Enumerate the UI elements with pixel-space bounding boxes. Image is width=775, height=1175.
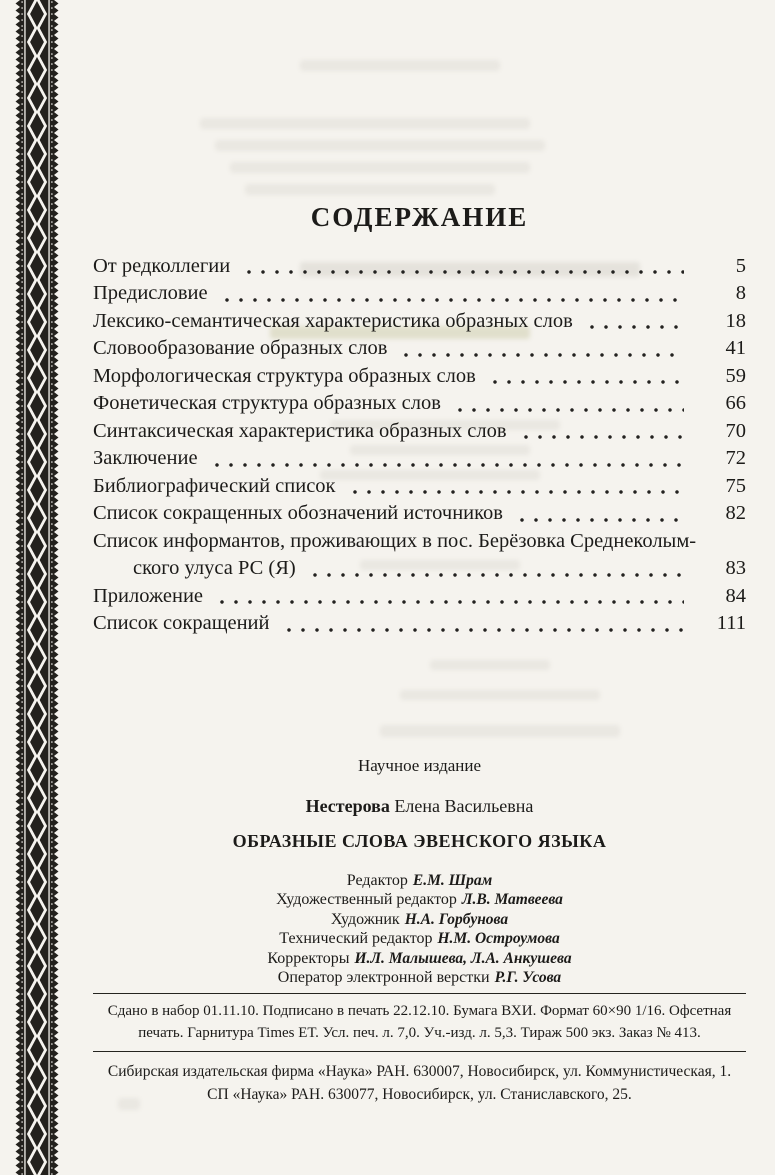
toc-page-number: 66: [725, 392, 746, 415]
dot-leader: [242, 269, 684, 275]
credit-name: Р.Г. Усова: [494, 969, 562, 987]
publisher-line: Сибирская издательская фирма «Наука» РАН. 630007, Новосибирск, ул. Коммунистическая, 1.: [107, 1062, 732, 1080]
credit-line: [93, 929, 746, 949]
toc-page-number: 59: [725, 364, 746, 387]
toc-entry-title: Словообразование образных слов: [93, 337, 388, 360]
credit-name: И.Л. Малышева, Л.А. Анкушева: [354, 949, 572, 967]
toc-row: [93, 363, 746, 391]
credit-role: Технический редактор: [279, 930, 433, 948]
toc-page-number: 75: [725, 474, 746, 497]
imprint-line: Сдано в набор 01.11.10. Подписано в печать 22.12.10. Бумага ВХИ. Формат 60×90 1/16. Офсетная: [107, 1002, 732, 1019]
dot-leader: [585, 324, 684, 330]
credit-role: Редактор: [346, 871, 408, 889]
credit-name: Н.А. Горбунова: [404, 910, 509, 928]
toc-page-number: 72: [725, 447, 746, 470]
dot-leader: [215, 599, 684, 605]
imprint-block: [93, 994, 746, 1051]
toc-page-number: 83: [725, 557, 746, 580]
book-title: ОБРАЗНЫЕ СЛОВА ЭВЕНСКОГО ЯЗЫКА: [232, 830, 607, 851]
imprint-line: печать. Гарнитура Times ЕТ. Усл. печ. л. 7,0. Уч.-изд. л. 5,3. Тираж 500 экз. Заказ № 413.: [138, 1024, 701, 1041]
toc-row: [93, 583, 746, 611]
credit-name: Н.М. Остроумова: [437, 930, 560, 948]
author-surname: Нестерова: [305, 795, 390, 816]
toc-page-number: 84: [725, 584, 746, 607]
toc-entry-title: Лексико-семантическая характеристика образных слов: [93, 309, 573, 332]
dot-leader: [210, 462, 684, 468]
toc-row: [93, 280, 746, 308]
credit-line: [93, 949, 746, 969]
credit-line: [93, 910, 746, 930]
page-content: [93, 0, 746, 1106]
toc-entry-title: Заключение: [93, 447, 198, 470]
page-title: СОДЕРЖАНИЕ: [310, 202, 529, 232]
toc-row: [93, 335, 746, 363]
toc-page-number: 82: [725, 502, 746, 525]
author-name: [93, 796, 746, 817]
credit-role: Художник: [330, 910, 400, 928]
toc-entry-title: Фонетическая структура образных слов: [93, 392, 441, 415]
credit-name: Л.В. Матвеева: [461, 891, 563, 909]
toc-entry-title: Список сокращений: [93, 612, 270, 635]
dot-leader: [308, 572, 684, 578]
credit-role: Оператор электронной верстки: [277, 969, 490, 987]
dot-leader: [488, 379, 684, 385]
toc-row: [93, 390, 746, 418]
credit-line: [93, 871, 746, 891]
toc-page-number: 5: [735, 254, 746, 277]
dot-leader: [515, 517, 684, 523]
edition-note: Научное издание: [357, 755, 482, 775]
credits-list: [93, 871, 746, 988]
table-of-contents: [93, 253, 746, 638]
toc-row: [93, 473, 746, 501]
toc-entry-title: Список сокращенных обозначений источников: [93, 502, 503, 525]
dot-leader: [399, 352, 684, 358]
toc-row: [93, 500, 746, 528]
toc-page-number: 18: [725, 309, 746, 332]
toc-entry-title: Библиографический список: [93, 474, 336, 497]
dot-leader: [519, 434, 684, 440]
credit-line: [93, 968, 746, 988]
toc-page-number: 8: [735, 282, 746, 305]
publisher-line: СП «Наука» РАН. 630077, Новосибирск, ул. Станиславского, 25.: [207, 1085, 632, 1103]
credit-role: Корректоры: [267, 949, 350, 967]
toc-row: [93, 555, 746, 583]
toc-row: [93, 610, 746, 638]
toc-page-number: 111: [716, 612, 746, 635]
dot-leader: [453, 407, 684, 413]
toc-row: [93, 308, 746, 336]
dot-leader: [348, 489, 684, 495]
toc-row: [93, 445, 746, 473]
dot-leader: [282, 627, 684, 633]
publisher-block: [93, 1052, 746, 1106]
toc-entry-title-line2: ского улуса РС (Я): [133, 557, 296, 580]
toc-row: [93, 253, 746, 281]
toc-page-number: 41: [725, 337, 746, 360]
toc-entry-title: Приложение: [93, 584, 204, 607]
credit-line: [93, 890, 746, 910]
ornament-border: [14, 0, 60, 1175]
toc-row: [93, 418, 746, 446]
toc-entry-title: Синтаксическая характеристика образных слов: [93, 419, 507, 442]
dot-leader: [220, 297, 684, 303]
toc-page-number: 70: [725, 419, 746, 442]
credit-role: Художественный редактор: [276, 891, 457, 909]
author-given-names: Елена Васильевна: [394, 795, 534, 816]
credit-name: Е.М. Шрам: [412, 871, 493, 889]
toc-entry-title: От редколлегии: [93, 254, 231, 277]
toc-entry-title: Морфологическая структура образных слов: [93, 364, 476, 387]
toc-entry-title: Предисловие: [93, 282, 208, 305]
toc-entry-title-line1: Список информантов, проживающих в пос. Берёзовка Среднеколым-: [93, 529, 697, 552]
colophon: [93, 756, 746, 1106]
